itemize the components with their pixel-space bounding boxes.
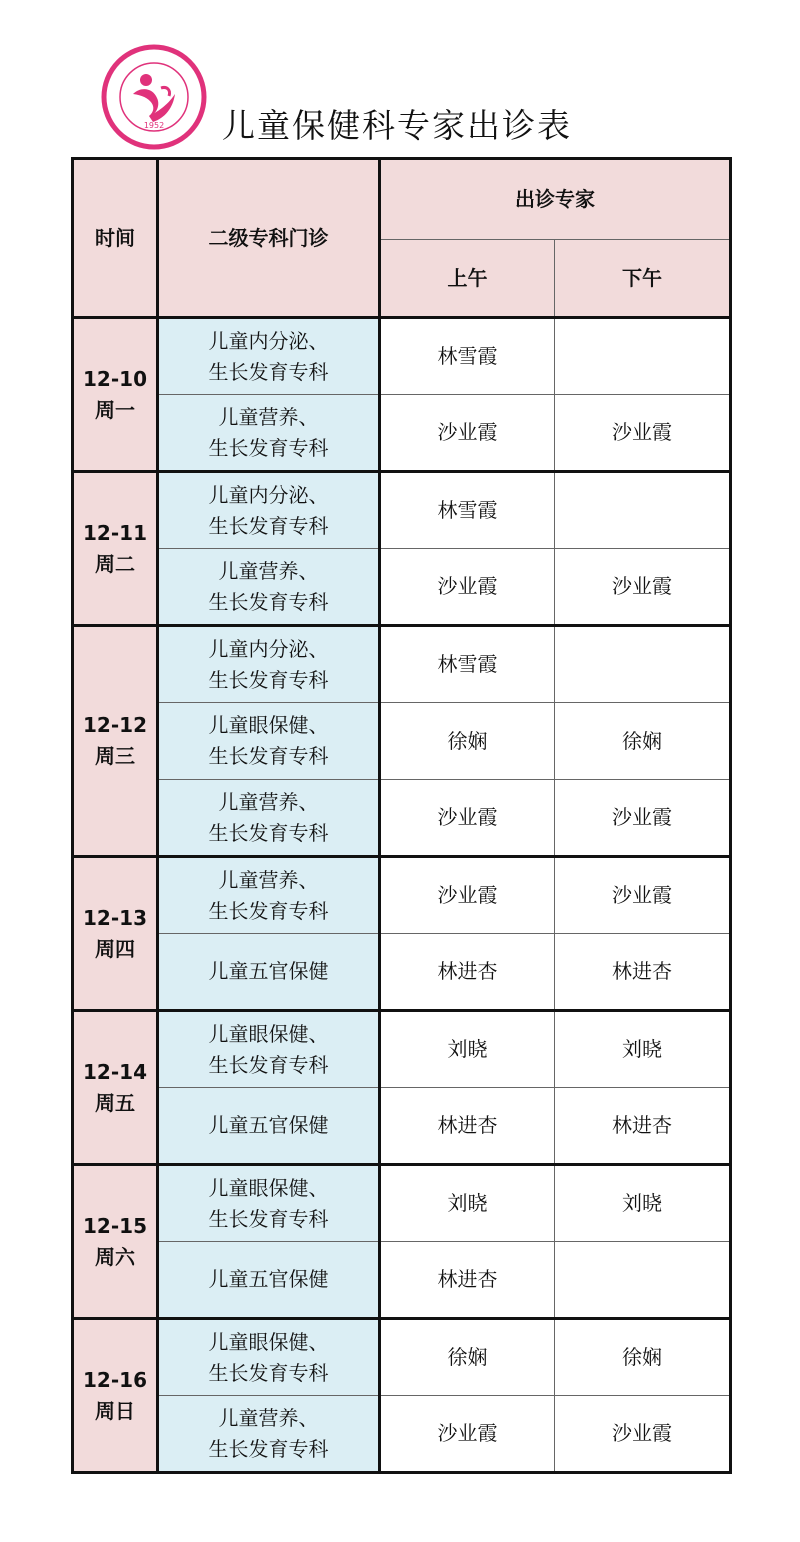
clinic-name-line2: 生长发育专科 <box>208 1436 329 1461</box>
pm-expert-cell <box>555 1242 731 1319</box>
clinic-name-line2: 生长发育专科 <box>208 898 329 923</box>
schedule-table <box>71 157 732 1474</box>
clinic-name-line2: 生长发育专科 <box>208 513 329 538</box>
am-expert-cell: 林进杏 <box>380 1088 555 1165</box>
clinic-name-line1: 儿童五官保健 <box>208 959 329 983</box>
date-label: 12-10 <box>83 366 147 391</box>
schedule-body <box>73 318 731 1473</box>
am-expert-cell: 林雪霞 <box>380 472 555 549</box>
date-label: 12-16 <box>83 1367 147 1392</box>
clinic-name-line2: 生长发育专科 <box>208 589 329 614</box>
am-expert-cell: 徐娴 <box>380 703 555 780</box>
clinic-name-line1: 儿童眼保健、 <box>208 1021 329 1046</box>
pm-expert-cell: 林进杏 <box>555 934 731 1011</box>
weekday-label: 周六 <box>95 1244 135 1269</box>
clinic-name-line1: 儿童营养、 <box>218 867 319 892</box>
clinic-name-line1: 儿童营养、 <box>218 789 319 814</box>
am-expert-cell: 林雪霞 <box>380 318 555 395</box>
pm-expert-cell: 林进杏 <box>555 1088 731 1165</box>
clinic-name-line2: 生长发育专科 <box>208 667 329 692</box>
clinic-cell <box>158 1011 380 1088</box>
am-expert-cell: 刘晓 <box>380 1165 555 1242</box>
pm-expert-cell <box>555 318 731 395</box>
table-row <box>73 318 731 395</box>
date-cell <box>73 626 158 857</box>
table-row <box>73 395 731 472</box>
pm-expert-cell <box>555 472 731 549</box>
pm-expert-cell: 沙业霞 <box>555 780 731 857</box>
weekday-label: 周四 <box>95 936 135 961</box>
am-expert-cell: 沙业霞 <box>380 395 555 472</box>
clinic-cell <box>158 1319 380 1396</box>
clinic-cell <box>158 318 380 395</box>
pm-expert-cell: 沙业霞 <box>555 1396 731 1473</box>
clinic-cell <box>158 395 380 472</box>
pm-expert-cell: 刘晓 <box>555 1011 731 1088</box>
clinic-name-line1: 儿童眼保健、 <box>208 713 329 737</box>
table-row <box>73 472 731 549</box>
clinic-name-line1: 儿童眼保健、 <box>208 1329 329 1354</box>
pm-expert-cell <box>555 626 731 703</box>
table-row <box>73 1165 731 1242</box>
header-experts: 出诊专家 <box>380 159 731 240</box>
date-label: 12-14 <box>83 1059 147 1084</box>
clinic-name-line2: 生长发育专科 <box>208 435 329 460</box>
table-row <box>73 1088 731 1165</box>
clinic-name-line1: 儿童五官保健 <box>208 1267 329 1291</box>
am-expert-cell: 徐娴 <box>380 1319 555 1396</box>
pm-expert-cell: 徐娴 <box>555 1319 731 1396</box>
date-label: 12-12 <box>83 713 147 737</box>
am-expert-cell: 沙业霞 <box>380 1396 555 1473</box>
table-row <box>73 857 731 934</box>
table-row <box>73 1396 731 1473</box>
clinic-cell <box>158 780 380 857</box>
clinic-cell <box>158 1242 380 1319</box>
clinic-name-line1: 儿童内分泌、 <box>208 482 329 507</box>
clinic-name-line1: 儿童营养、 <box>218 558 319 583</box>
table-row <box>73 1319 731 1396</box>
clinic-name-line2: 生长发育专科 <box>208 1360 329 1385</box>
header-pm: 下午 <box>555 240 731 318</box>
date-label: 12-15 <box>83 1213 147 1238</box>
clinic-name-line1: 儿童眼保健、 <box>208 1175 329 1200</box>
clinic-name-line2: 生长发育专科 <box>208 820 329 845</box>
clinic-name-line1: 儿童营养、 <box>218 404 319 429</box>
pm-expert-cell: 刘晓 <box>555 1165 731 1242</box>
weekday-label: 周三 <box>95 744 135 768</box>
date-label: 12-11 <box>83 520 147 545</box>
am-expert-cell: 沙业霞 <box>380 780 555 857</box>
table-row <box>73 934 731 1011</box>
pm-expert-cell: 沙业霞 <box>555 395 731 472</box>
header-am: 上午 <box>380 240 555 318</box>
weekday-label: 周二 <box>95 551 135 576</box>
pm-expert-cell: 沙业霞 <box>555 549 731 626</box>
clinic-name-line2: 生长发育专科 <box>208 359 329 384</box>
table-row <box>73 1242 731 1319</box>
clinic-cell <box>158 472 380 549</box>
clinic-cell <box>158 934 380 1011</box>
weekday-label: 周一 <box>95 397 135 422</box>
clinic-cell <box>158 857 380 934</box>
clinic-name-line1: 儿童五官保健 <box>208 1113 329 1137</box>
clinic-cell <box>158 626 380 703</box>
clinic-name-line2: 生长发育专科 <box>208 1052 329 1077</box>
date-cell <box>73 1319 158 1473</box>
clinic-cell <box>158 549 380 626</box>
date-cell <box>73 857 158 1011</box>
pm-expert-cell: 徐娴 <box>555 703 731 780</box>
table-row <box>73 1011 731 1088</box>
page-title: 儿童保健科专家出诊表 <box>222 106 572 145</box>
weekday-label: 周日 <box>95 1398 135 1423</box>
date-cell <box>73 472 158 626</box>
date-cell <box>73 1165 158 1319</box>
date-cell <box>73 318 158 472</box>
hospital-logo <box>101 44 207 150</box>
am-expert-cell: 沙业霞 <box>380 549 555 626</box>
table-row <box>73 780 731 857</box>
clinic-cell <box>158 703 380 780</box>
logo-year: 1952 <box>143 121 165 130</box>
weekday-label: 周五 <box>95 1090 135 1115</box>
header-time: 时间 <box>73 159 158 318</box>
pm-expert-cell: 沙业霞 <box>555 857 731 934</box>
clinic-name-line1: 儿童内分泌、 <box>208 636 329 661</box>
am-expert-cell: 林雪霞 <box>380 626 555 703</box>
clinic-name-line2: 生长发育专科 <box>208 744 329 768</box>
am-expert-cell: 沙业霞 <box>380 857 555 934</box>
header-clinic: 二级专科门诊 <box>158 159 380 318</box>
am-expert-cell: 林进杏 <box>380 1242 555 1319</box>
clinic-cell <box>158 1088 380 1165</box>
table-row <box>73 626 731 703</box>
clinic-name-line2: 生长发育专科 <box>208 1206 329 1231</box>
table-row <box>73 549 731 626</box>
clinic-cell <box>158 1396 380 1473</box>
am-expert-cell: 林进杏 <box>380 934 555 1011</box>
am-expert-cell: 刘晓 <box>380 1011 555 1088</box>
table-row <box>73 703 731 780</box>
date-label: 12-13 <box>83 905 147 930</box>
clinic-name-line1: 儿童内分泌、 <box>208 328 329 353</box>
clinic-cell <box>158 1165 380 1242</box>
date-cell <box>73 1011 158 1165</box>
clinic-name-line1: 儿童营养、 <box>218 1405 319 1430</box>
